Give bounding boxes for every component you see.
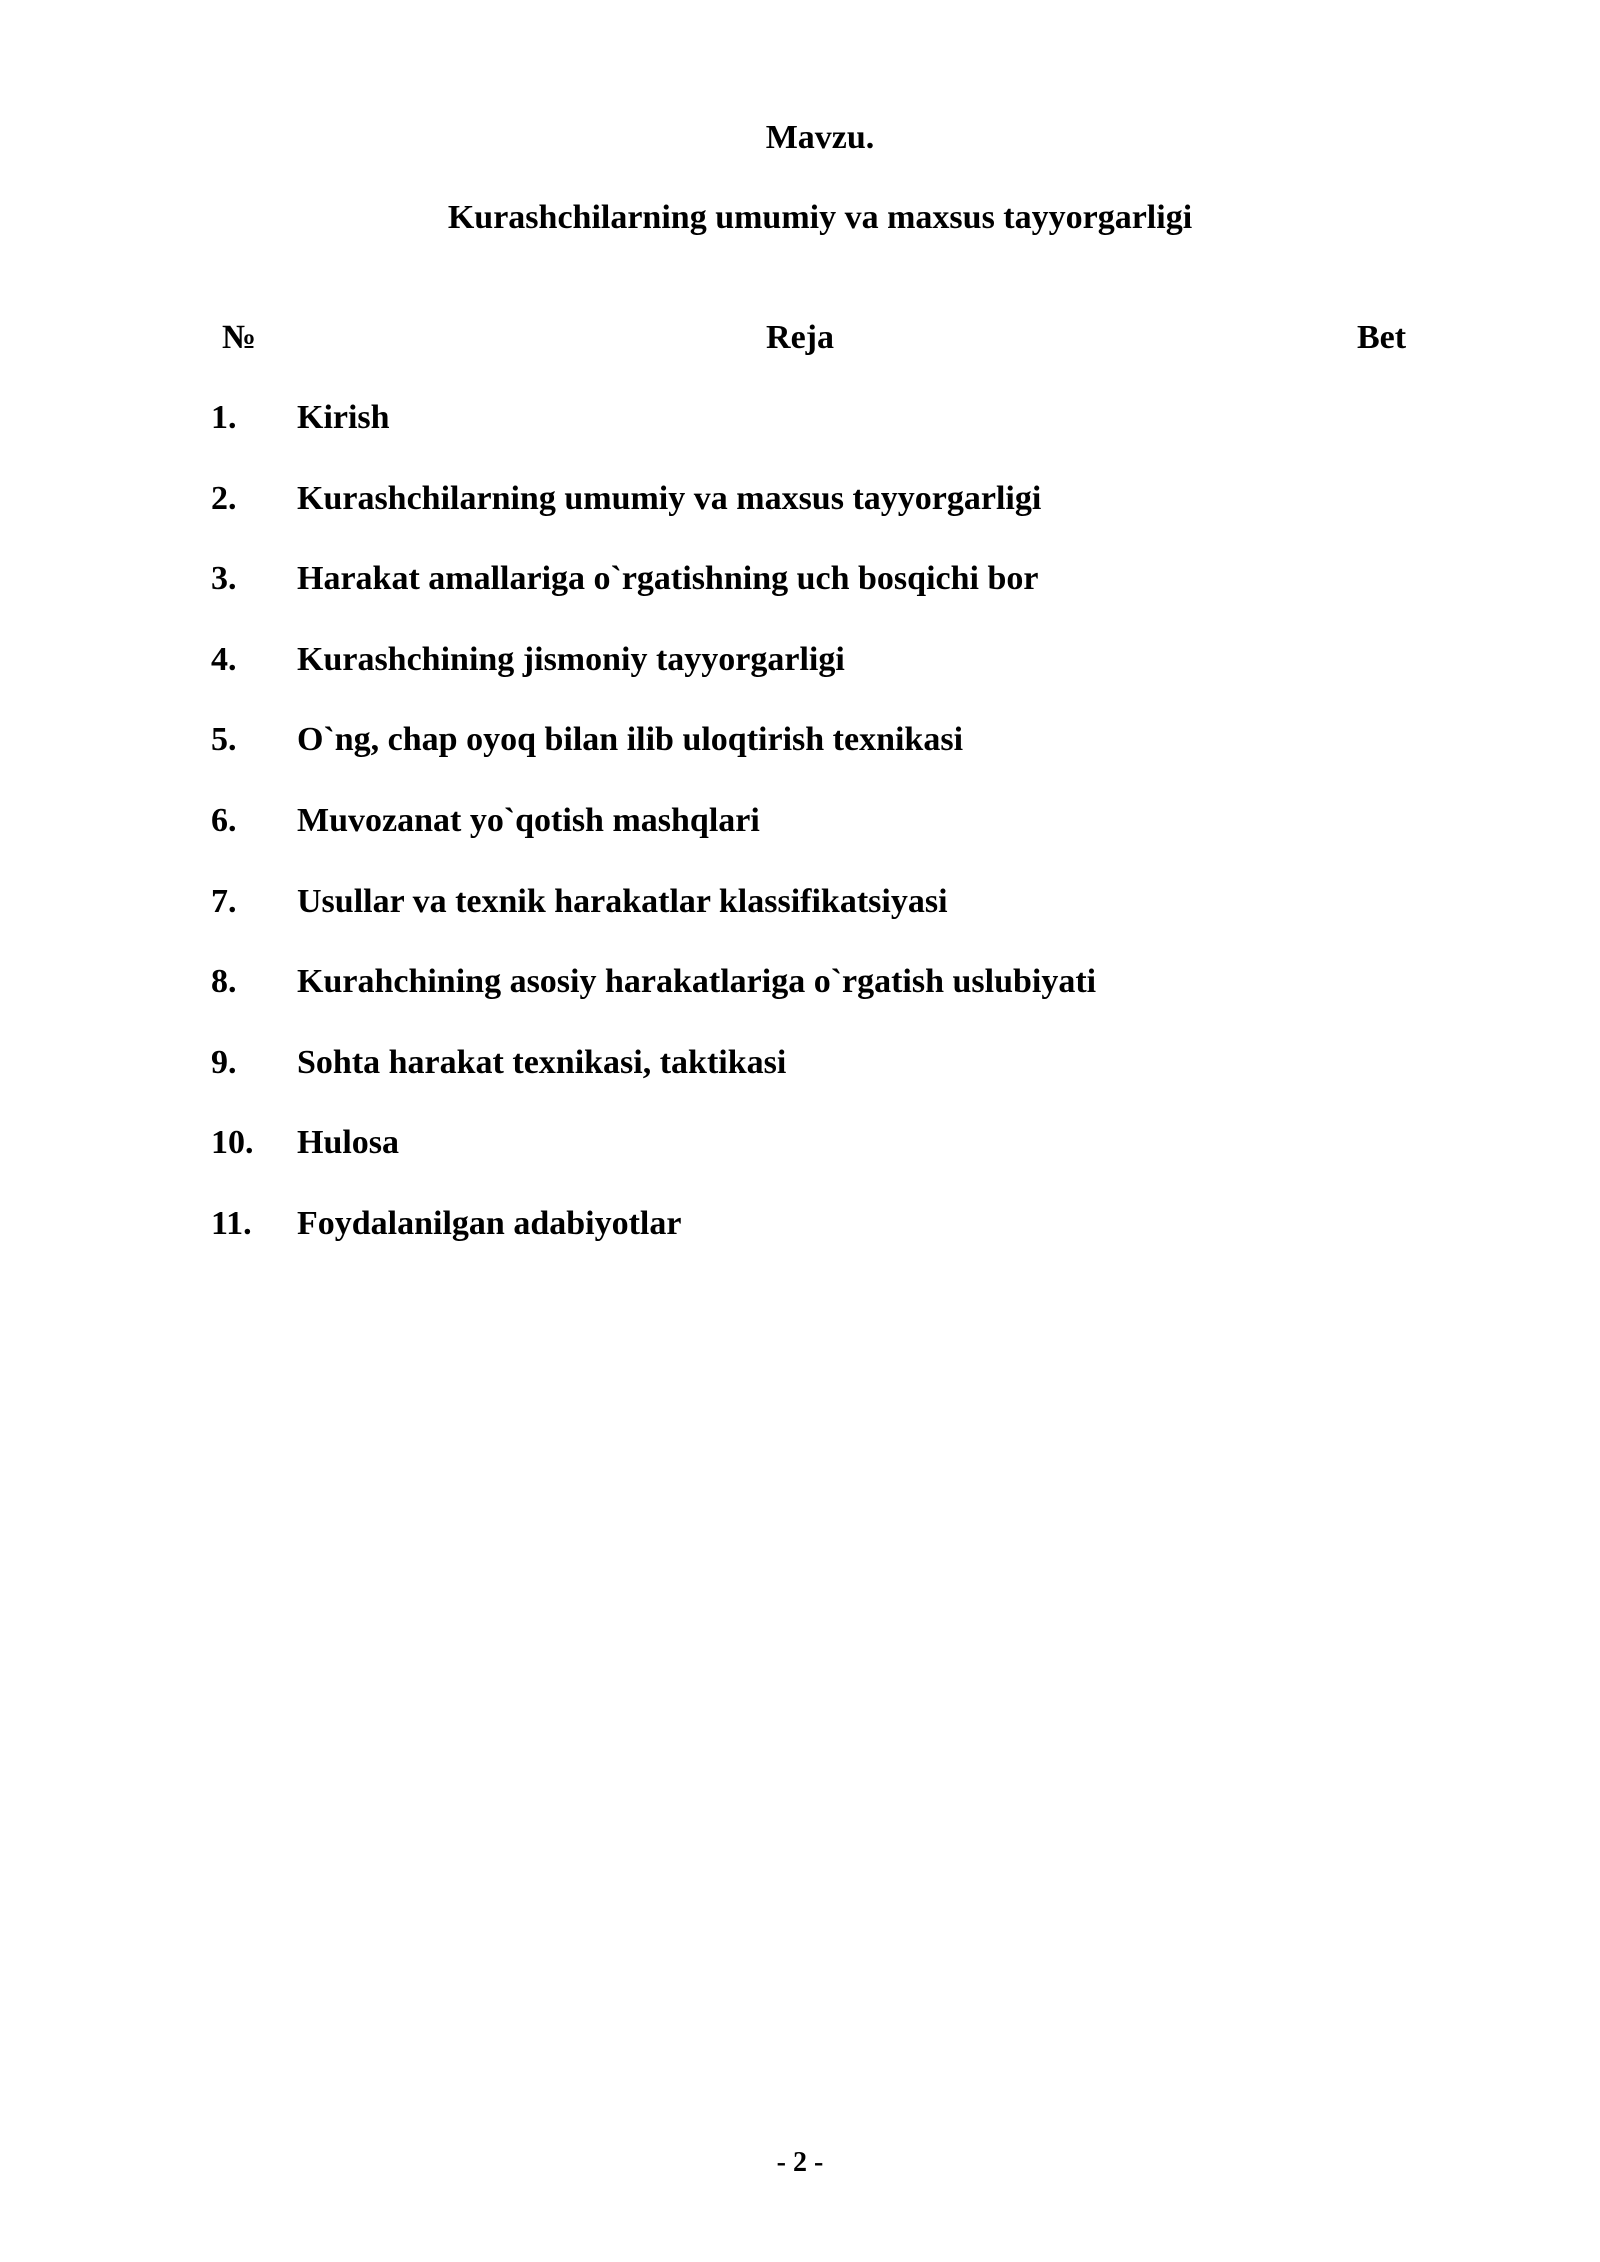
plan-row-number: 2. bbox=[211, 479, 237, 517]
column-header-number: № bbox=[222, 319, 257, 356]
plan-row-number: 11. bbox=[211, 1204, 252, 1242]
plan-row-text: Muvozanat yo`qotish mashqlari bbox=[297, 801, 760, 839]
plan-list bbox=[0, 398, 1600, 1285]
plan-row-text: Kirish bbox=[297, 399, 390, 436]
topic-label: Mavzu. bbox=[765, 119, 875, 156]
plan-row bbox=[0, 559, 1600, 640]
plan-row bbox=[0, 801, 1600, 882]
plan-row-number: 5. bbox=[211, 721, 237, 759]
plan-row-text: Hulosa bbox=[297, 1124, 400, 1162]
plan-row-number: 6. bbox=[211, 801, 237, 839]
plan-row-text: O`ng, chap oyoq bilan ilib uloqtirish texnikasi bbox=[297, 721, 964, 759]
column-header-plan: Reja bbox=[766, 319, 834, 356]
plan-row bbox=[0, 1043, 1600, 1124]
plan-row bbox=[0, 479, 1600, 560]
plan-row-text: Sohta harakat texnikasi, taktikasi bbox=[297, 1043, 787, 1081]
plan-row-number: 10. bbox=[211, 1124, 254, 1162]
plan-row-number: 7. bbox=[211, 882, 237, 920]
plan-row-text: Kurashchilarning umumiy va maxsus tayyorgarligi bbox=[297, 479, 1042, 517]
column-header-page: Bet bbox=[1357, 319, 1407, 356]
page-number: - 2 - bbox=[776, 2147, 824, 2178]
plan-row-text: Kurahchining asosiy harakatlariga o`rgatish uslubiyati bbox=[297, 963, 1097, 1001]
plan-row-text: Kurashchining jismoniy tayyorgarligi bbox=[297, 640, 845, 678]
plan-row bbox=[0, 1123, 1600, 1204]
plan-row-number: 1. bbox=[211, 399, 237, 436]
plan-row-number: 8. bbox=[211, 963, 237, 1001]
plan-row-text: Foydalanilgan adabiyotlar bbox=[297, 1204, 682, 1242]
plan-row bbox=[0, 1204, 1600, 1285]
plan-row bbox=[0, 882, 1600, 963]
plan-row bbox=[0, 398, 1600, 479]
plan-row bbox=[0, 720, 1600, 801]
document-title: Kurashchilarning umumiy va maxsus tayyorgarligi bbox=[447, 199, 1193, 236]
plan-row-number: 4. bbox=[211, 640, 237, 678]
plan-row-number: 3. bbox=[211, 560, 237, 598]
plan-row bbox=[0, 640, 1600, 721]
plan-row bbox=[0, 962, 1600, 1043]
plan-row-number: 9. bbox=[211, 1043, 237, 1081]
plan-row-text: Harakat amallariga o`rgatishning uch bosqichi bor bbox=[297, 560, 1039, 598]
plan-row-text: Usullar va texnik harakatlar klassifikatsiyasi bbox=[297, 882, 948, 920]
